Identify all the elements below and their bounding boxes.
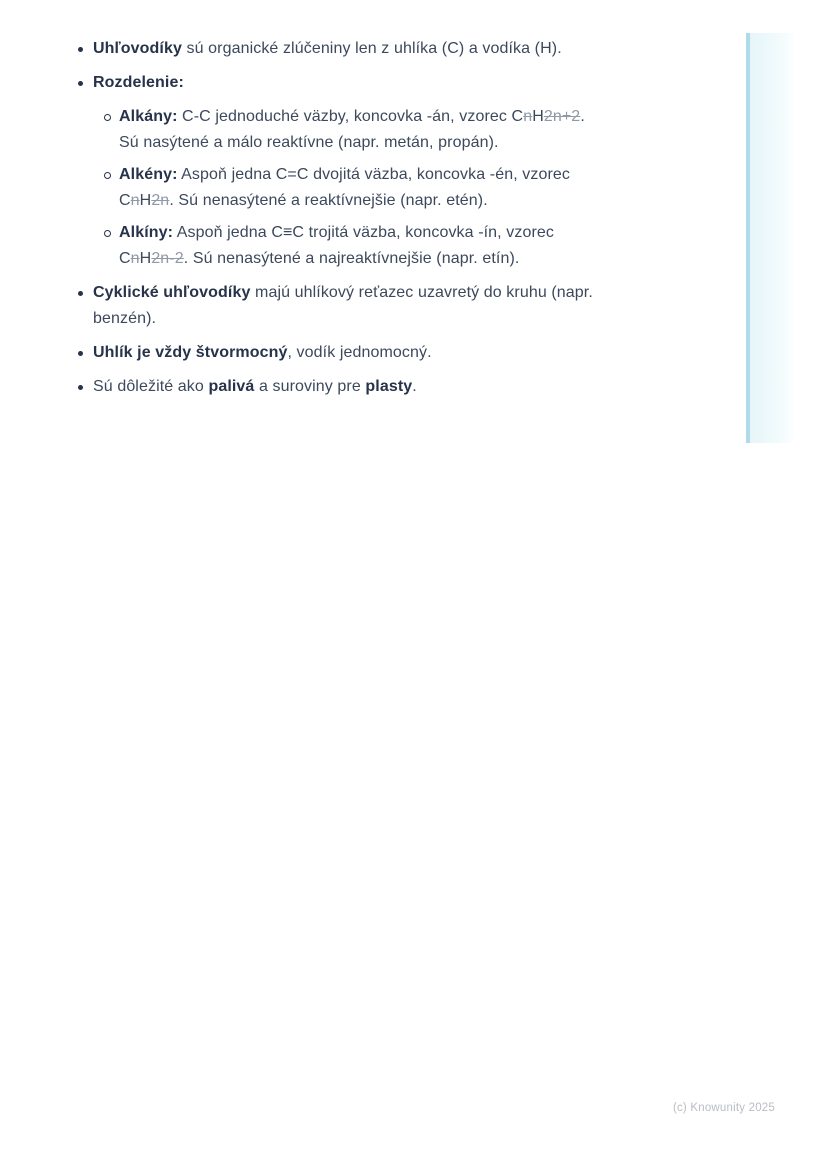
list-item-text (93, 280, 726, 332)
list-item-text (93, 70, 726, 96)
formula-strike-text: 2n (151, 192, 170, 209)
text-segment: . Sú nenasýtené a najreaktívnejšie (napr. etín). (183, 250, 520, 267)
list-item (78, 70, 726, 96)
sub-list (104, 104, 726, 272)
list-item (78, 340, 726, 366)
bullet-dot-icon (78, 374, 83, 400)
notes-list (78, 36, 726, 408)
bullet-dot-icon (78, 36, 83, 62)
formula-strike-text: 2n+2 (543, 108, 581, 125)
text-segment: Aspoň jedna C=C dvojitá väzba, koncovka -én, vzorec (177, 166, 571, 183)
dot-glyph (78, 81, 83, 86)
circle-glyph (104, 114, 111, 121)
bold-text: Uhľovodíky (93, 40, 182, 57)
bold-text: Uhlík je vždy štvormocný (93, 344, 288, 361)
formula-strike-text: n (130, 192, 140, 209)
text-segment: C (119, 250, 131, 267)
circle-glyph (104, 172, 111, 179)
bullet-dot-icon (78, 70, 83, 96)
sub-list-item (104, 220, 726, 272)
text-segment: , vodík jednomocný. (287, 344, 432, 361)
list-item-text (119, 162, 726, 214)
bold-text: palivá (208, 378, 255, 395)
bullet-circle-icon (104, 220, 111, 246)
dot-glyph (78, 351, 83, 356)
circle-glyph (104, 230, 111, 237)
text-segment: benzén). (93, 310, 157, 327)
bullet-circle-icon (104, 162, 111, 188)
bullet-dot-icon (78, 280, 83, 306)
formula-strike-text: n (523, 108, 533, 125)
list-item-text (93, 36, 726, 62)
text-segment: . Sú nenasýtené a reaktívnejšie (napr. etén). (169, 192, 488, 209)
text-segment: . (580, 108, 585, 125)
bullet-dot-icon (78, 340, 83, 366)
copyright-footer: (c) Knowunity 2025 (672, 1102, 775, 1114)
text-segment: C-C jednoduché väzby, koncovka -án, vzorec C (177, 108, 524, 125)
formula-strike-text: 2n-2 (151, 250, 184, 267)
text-segment: a suroviny pre (254, 378, 366, 395)
text-segment: majú uhlíkový reťazec uzavretý do kruhu (napr. (250, 284, 593, 301)
text-segment: C (119, 192, 131, 209)
sub-list-item (104, 162, 726, 214)
bullet-circle-icon (104, 104, 111, 130)
list-item-text (93, 340, 726, 366)
list-item-text (93, 374, 726, 400)
dot-glyph (78, 291, 83, 296)
bold-text: Alkány: (119, 108, 178, 125)
list-item (78, 36, 726, 62)
bold-text: Rozdelenie: (93, 74, 184, 91)
list-item-text (119, 220, 726, 272)
bold-text: Alkény: (119, 166, 178, 183)
text-segment: Sú dôležité ako (93, 378, 209, 395)
list-item (78, 374, 726, 400)
text-segment: H (532, 108, 544, 125)
dot-glyph (78, 385, 83, 390)
list-item (78, 280, 726, 332)
text-segment: H (139, 250, 152, 267)
formula-strike-text: n (130, 250, 140, 267)
dot-glyph (78, 47, 83, 52)
bold-text: Cyklické uhľovodíky (93, 284, 251, 301)
highlight-bar (746, 33, 793, 443)
text-segment: . (412, 378, 417, 395)
text-segment: H (139, 192, 152, 209)
bold-text: Alkíny: (119, 224, 174, 241)
sub-list-item (104, 104, 726, 156)
list-item-text (119, 104, 726, 156)
text-segment: Sú nasýtené a málo reaktívne (napr. metán, propán). (119, 134, 499, 151)
text-segment: Aspoň jedna C≡C trojitá väzba, koncovka -ín, vzorec (173, 224, 554, 241)
bold-text: plasty (365, 378, 413, 395)
text-segment: sú organické zlúčeniny len z uhlíka (C) a vodíka (H). (181, 40, 562, 57)
